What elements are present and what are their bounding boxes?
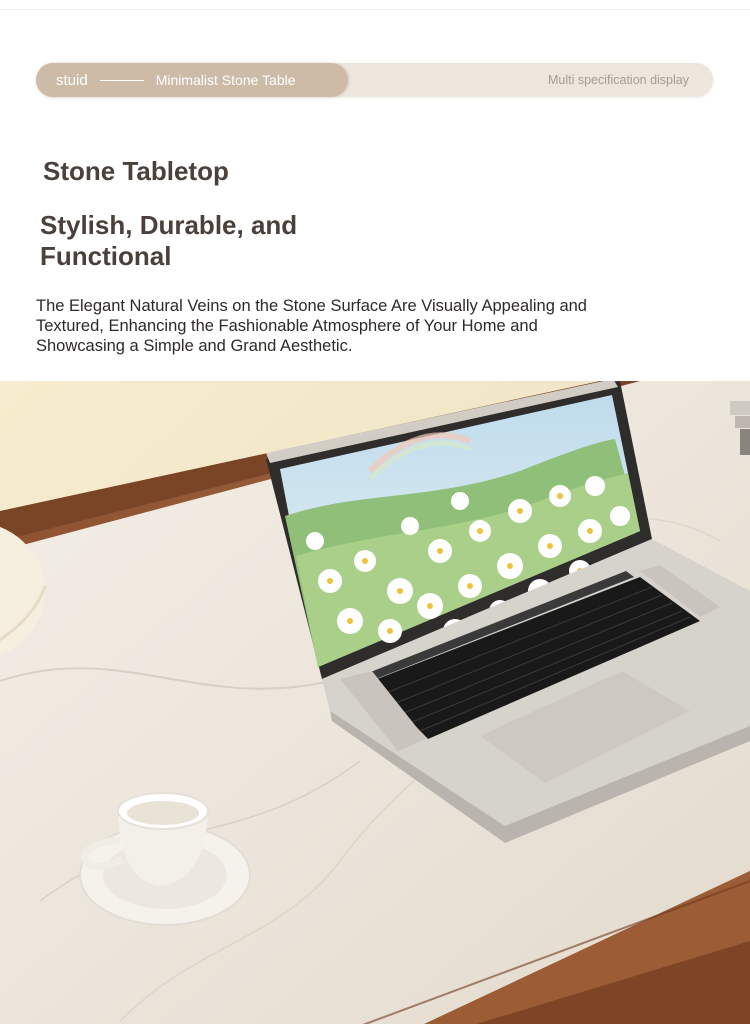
- section-title: Stone Tabletop: [43, 156, 229, 186]
- section-description: The Elegant Natural Veins on the Stone Surface Are Visually Appealing and Textured, Enhancing the Fashionable Atmosphere of Your Home and Showcasing a Simple and Grand Aesthetic.: [36, 297, 587, 355]
- header-banner: [36, 63, 713, 97]
- banner-subtitle: Multi specification display: [547, 73, 689, 87]
- banner-title-pill: [36, 63, 348, 97]
- product-photo: [0, 381, 750, 1024]
- banner-title: Minimalist Stone Table: [155, 72, 296, 88]
- top-divider: [0, 9, 750, 10]
- brand-name: stuid: [56, 71, 88, 89]
- brand-divider: [100, 80, 144, 81]
- section-subtitle: Stylish, Durable, and Functional: [40, 210, 298, 271]
- product-photo-illustration: [0, 381, 750, 1024]
